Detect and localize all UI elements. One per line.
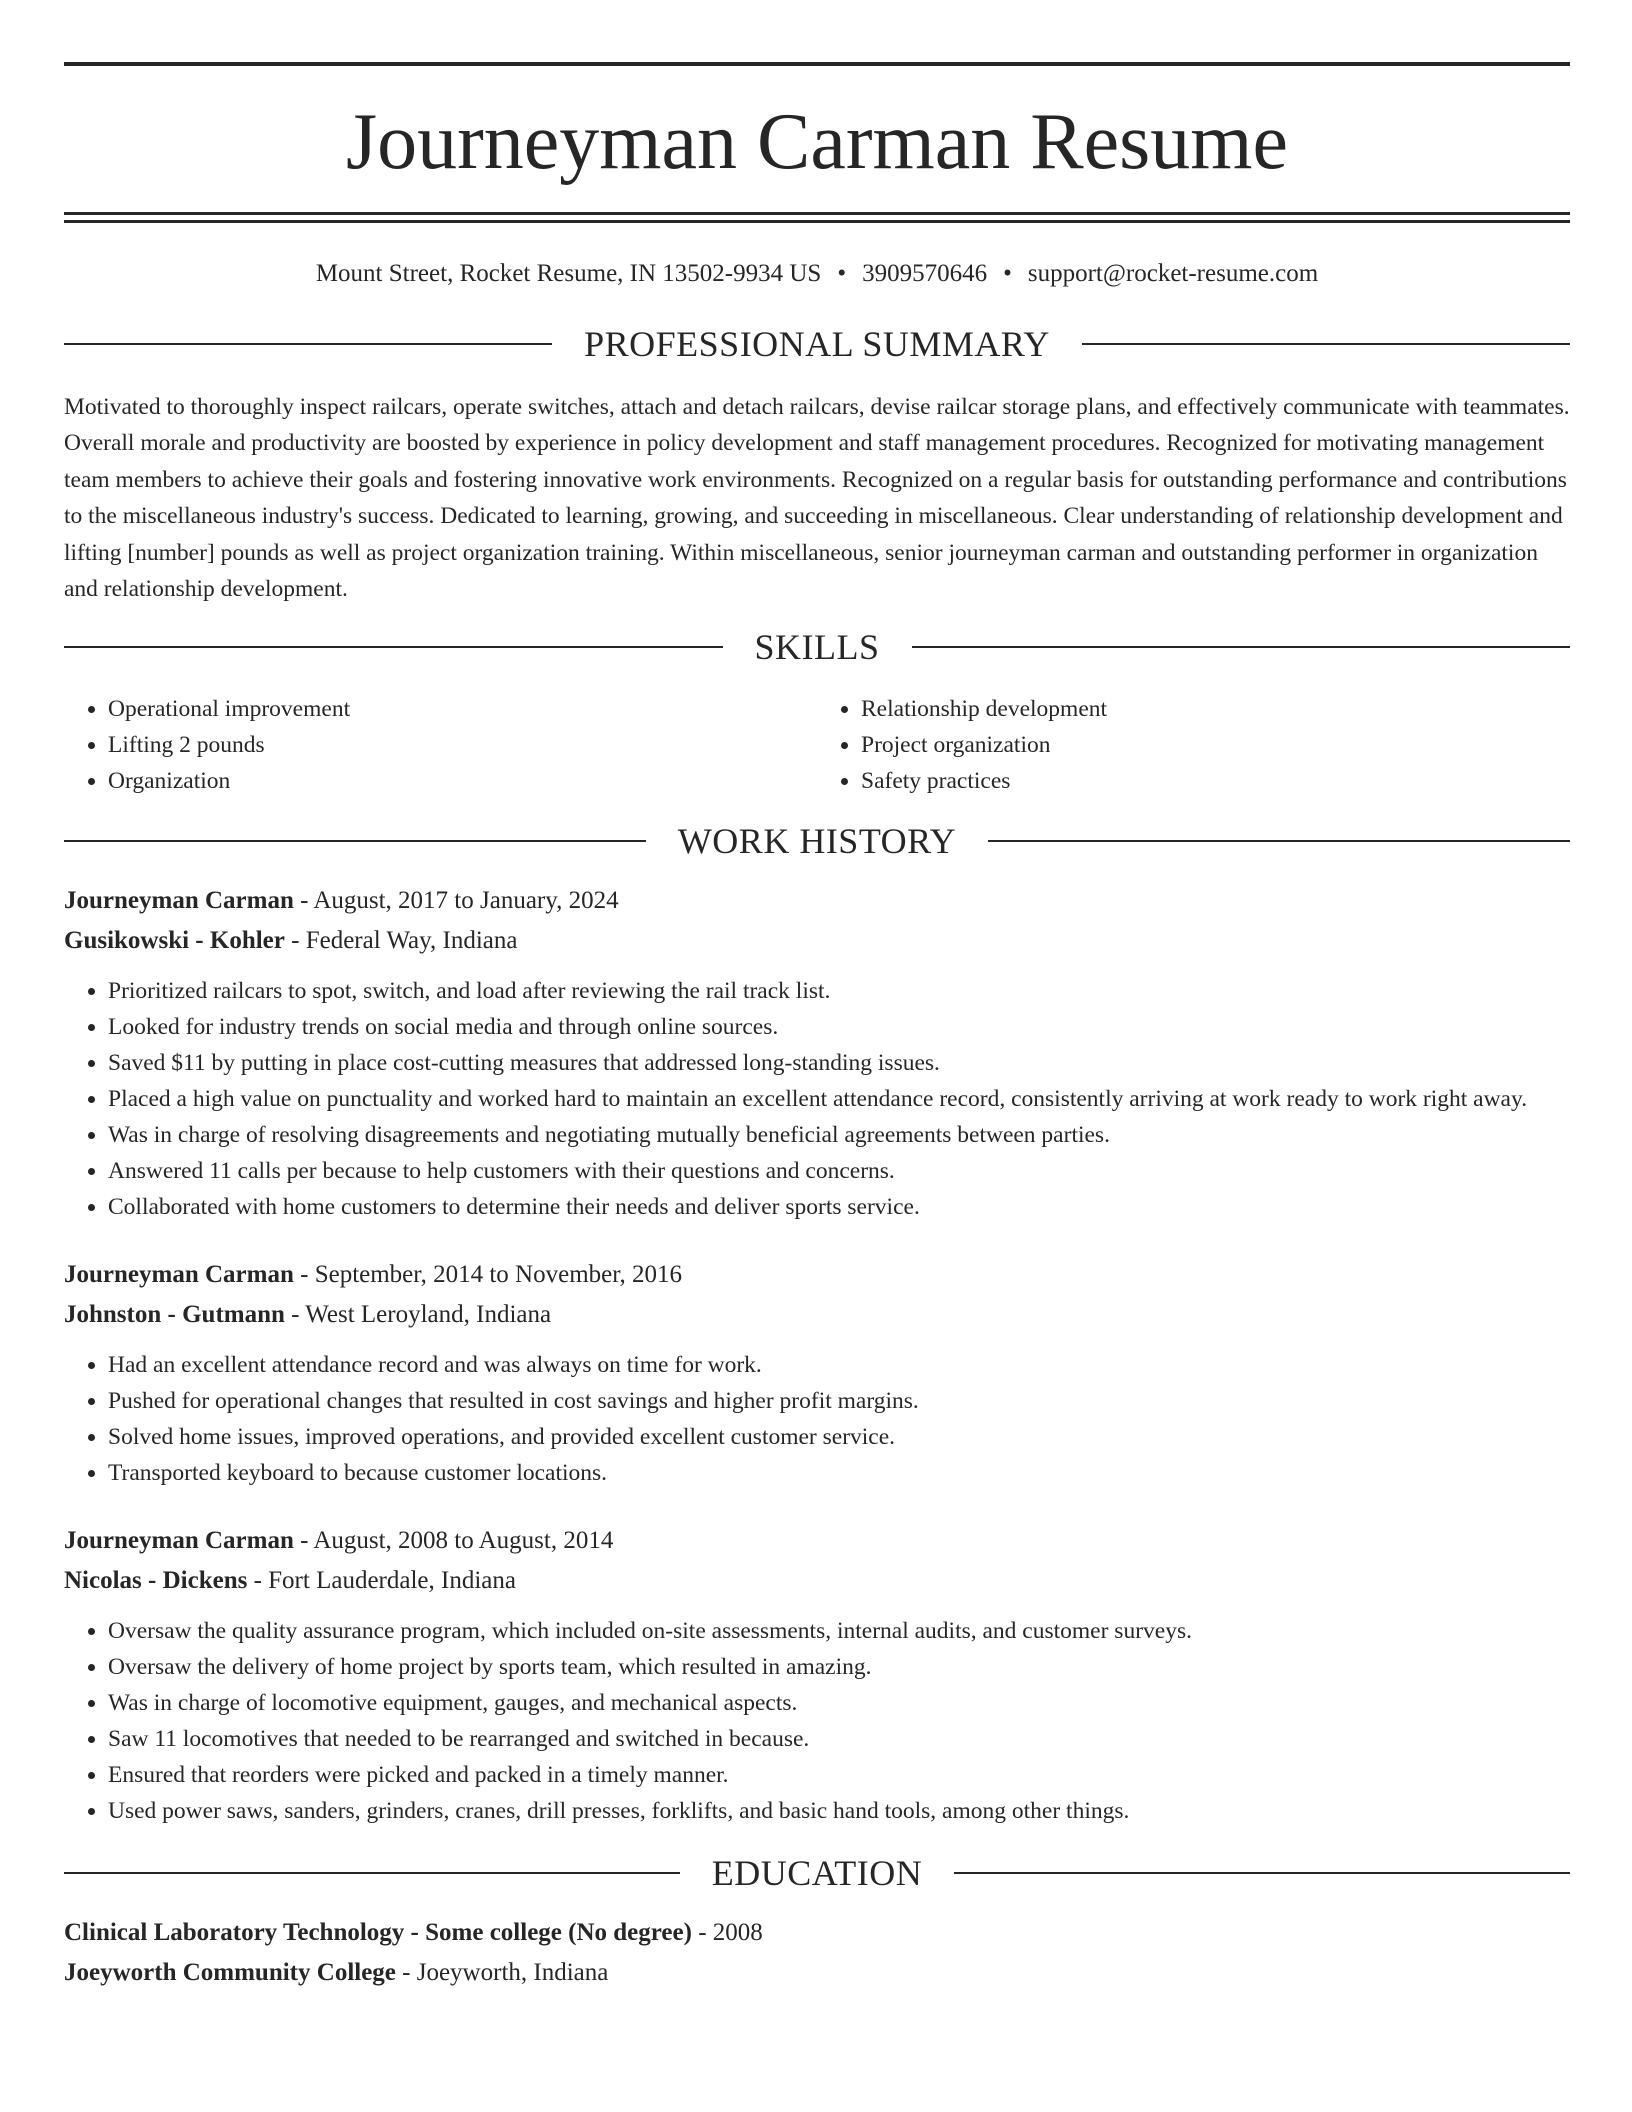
education-school-line: Joeyworth Community College - Joeyworth, Indiana [64, 1959, 609, 1987]
job-title-line: Journeyman Carman - August, 2008 to August, 2014 [64, 1527, 614, 1555]
contact-separator: • [837, 260, 847, 287]
job-company: Nicolas - Dickens [64, 1567, 248, 1595]
summary-text: Motivated to thoroughly inspect railcars, operate switches, attach and detach railcars, devise railcar storage plans, and effectively communicate with teammates. Overall morale and productivity are boosted by experience in policy development and staff management procedures. Recognized for motivating management team members to achieve their goals and fostering innovative work environments. Recognized on a regular basis for outstanding performance and contributions to the miscellaneous industry's success. Dedicated to learning, growing, and succeeding in miscellaneous. Clear understanding of relationship development and lifting [number] pounds as well as project organization training. Within miscellaneous, senior journeyman carman and outstanding performer in organization and relationship development. [64, 394, 1570, 603]
job-title-line: Journeyman Carman - September, 2014 to November, 2016 [64, 1261, 683, 1289]
skill-item: • Safety practices [861, 763, 1570, 799]
job-dates: August, 2008 to August, 2014 [313, 1527, 614, 1555]
job-dates: August, 2017 to January, 2024 [313, 887, 619, 915]
job-bullet: • Transported keyboard to because customer locations. [108, 1455, 1570, 1491]
skill-item: • Project organization [861, 727, 1570, 763]
contact-email: support@rocket-resume.com [1027, 260, 1319, 287]
education-degree-line: Clinical Laboratory Technology - Some college (No degree) - 2008 [64, 1919, 763, 1947]
job-company-line: Nicolas - Dickens - Fort Lauderdale, Indiana [64, 1567, 516, 1595]
job-bullet: • Collaborated with home customers to determine their needs and deliver sports service. [108, 1189, 1570, 1225]
job-bullet: • Answered 11 calls per because to help customers with their questions and concerns. [108, 1153, 1570, 1189]
job-bullet: • Solved home issues, improved operations, and provided excellent customer service. [108, 1419, 1570, 1455]
skill-item: • Operational improvement [108, 691, 817, 727]
contact-separator: • [1003, 260, 1012, 287]
job-bullet: • Saved $11 by putting in place cost-cutting measures that addressed long-standing issues. [108, 1045, 1570, 1081]
page-title: Journeyman Carman Resume [346, 98, 1288, 186]
skills-list-left [64, 691, 817, 799]
job-bullets [64, 973, 1570, 1225]
job-bullet: • Prioritized railcars to spot, switch, and load after reviewing the rail track list. [108, 973, 1570, 1009]
job-bullet: • Oversaw the delivery of home project by sports team, which resulted in amazing. [108, 1649, 1570, 1685]
job-bullet: • Saw 11 locomotives that needed to be rearranged and switched in because. [108, 1721, 1570, 1757]
job-entry [64, 881, 1570, 1225]
skill-item: • Lifting 2 pounds [108, 727, 817, 763]
work-heading [64, 821, 1570, 861]
education-year: 2008 [712, 1919, 763, 1947]
skills-list-right [817, 691, 1570, 799]
heading-rule-right [912, 646, 1571, 648]
education-school: Joeyworth Community College [64, 1959, 396, 1987]
job-title-line: Journeyman Carman - August, 2017 to January, 2024 [64, 887, 619, 915]
heading-rule-left [64, 1872, 680, 1874]
job-location: West Leroyland, Indiana [305, 1301, 552, 1329]
job-bullet: • Was in charge of resolving disagreements and negotiating mutually beneficial agreements between parties. [108, 1117, 1570, 1153]
contact-phone: 3909570646 [862, 260, 988, 287]
heading-rule-right [954, 1872, 1570, 1874]
job-title: Journeyman Carman [64, 887, 294, 915]
skills-heading [64, 627, 1570, 667]
skill-item: • Relationship development [861, 691, 1570, 727]
education-heading-label: EDUCATION [711, 1853, 923, 1894]
job-company: Gusikowski - Kohler [64, 927, 285, 955]
job-company-line: Johnston - Gutmann - West Leroyland, Indiana [64, 1301, 552, 1329]
heading-rule-left [64, 840, 646, 842]
education-heading [64, 1853, 1570, 1893]
job-bullets [64, 1347, 1570, 1491]
skill-item: • Organization [108, 763, 817, 799]
skills-heading-label: SKILLS [754, 627, 880, 668]
summary-heading [64, 324, 1570, 364]
job-bullet: • Ensured that reorders were picked and packed in a timely manner. [108, 1757, 1570, 1793]
job-company: Johnston - Gutmann [64, 1301, 285, 1329]
contact-address: Mount Street, Rocket Resume, IN 13502-9934 US [315, 260, 822, 287]
job-entry [64, 1521, 1570, 1829]
job-bullets [64, 1613, 1570, 1829]
job-title: Journeyman Carman [64, 1527, 294, 1555]
heading-rule-left [64, 646, 723, 648]
job-dates: September, 2014 to November, 2016 [314, 1261, 683, 1289]
title-double-rule [64, 212, 1570, 223]
work-heading-label: WORK HISTORY [677, 821, 957, 862]
job-entry [64, 1255, 1570, 1491]
contact-line [64, 258, 1570, 290]
heading-rule-right [1082, 343, 1570, 345]
job-bullet: • Used power saws, sanders, grinders, cranes, drill presses, forklifts, and basic hand tools, among other things. [108, 1793, 1570, 1829]
job-title: Journeyman Carman [64, 1261, 294, 1289]
job-bullet: • Looked for industry trends on social media and through online sources. [108, 1009, 1570, 1045]
job-bullet: • Pushed for operational changes that resulted in cost savings and higher profit margins. [108, 1383, 1570, 1419]
job-company-line: Gusikowski - Kohler - Federal Way, Indiana [64, 927, 518, 955]
summary-heading-label: PROFESSIONAL SUMMARY [584, 324, 1050, 364]
job-bullet: • Had an excellent attendance record and was always on time for work. [108, 1347, 1570, 1383]
top-rule [64, 62, 1570, 66]
heading-rule-right [988, 840, 1570, 842]
education-degree: Clinical Laboratory Technology - Some college (No degree) [64, 1919, 692, 1947]
job-bullet: • Was in charge of locomotive equipment, gauges, and mechanical aspects. [108, 1685, 1570, 1721]
job-location: Fort Lauderdale, Indiana [268, 1567, 516, 1595]
heading-rule-left [64, 343, 552, 345]
education-location: Joeyworth, Indiana [416, 1959, 609, 1987]
job-bullet: • Placed a high value on punctuality and worked hard to maintain an excellent attendance record, consistently arriving at work ready to work right away. [108, 1081, 1570, 1117]
skills-grid [64, 691, 1570, 799]
job-location: Federal Way, Indiana [305, 927, 518, 955]
job-bullet: • Oversaw the quality assurance program, which included on-site assessments, internal audits, and customer surveys. [108, 1613, 1570, 1649]
education-entry [64, 1913, 1570, 1993]
